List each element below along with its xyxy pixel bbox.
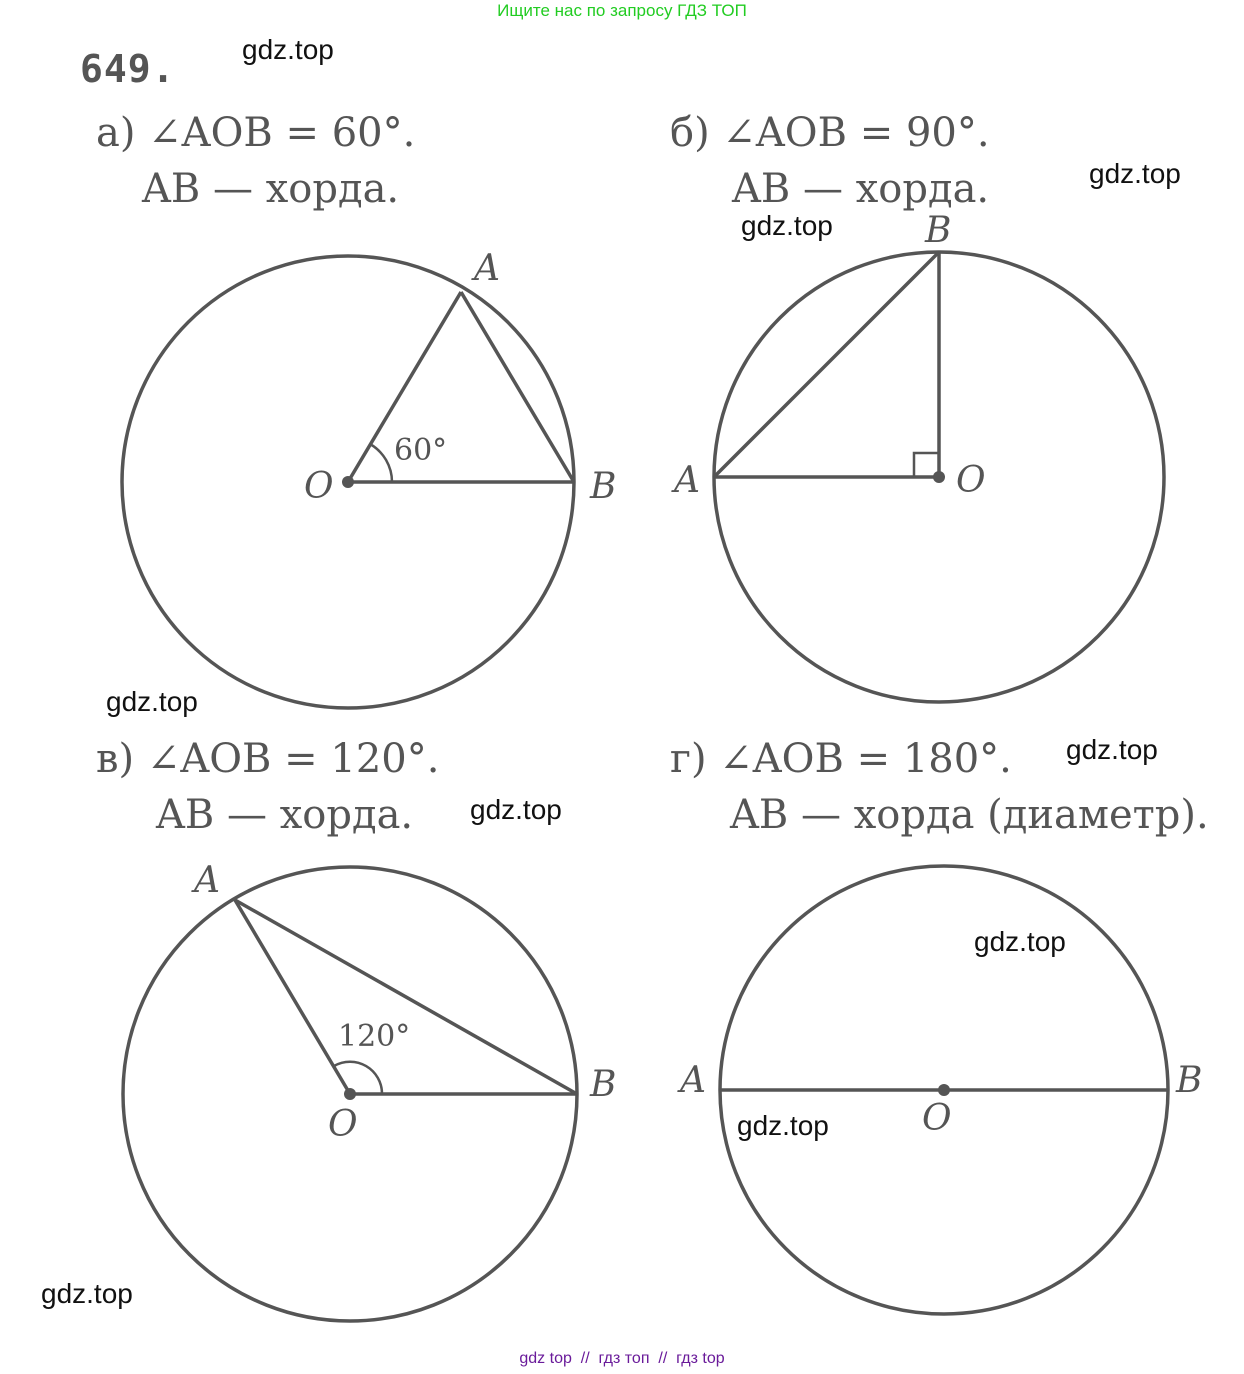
site-banner: Ищите нас по запросу ГДЗ ТОП xyxy=(497,1,747,20)
radius-oa-c xyxy=(235,900,350,1094)
label-a-part-a: A xyxy=(474,248,500,289)
part-c-chord-text: AB — хорда. xyxy=(156,792,414,838)
watermark: gdz.top xyxy=(41,1278,133,1309)
watermark: gdz.top xyxy=(242,34,334,65)
label-b-part-d: B xyxy=(1176,1060,1203,1101)
label-a-part-b: A xyxy=(674,460,700,501)
watermark: gdz.top xyxy=(737,1110,829,1141)
part-b-angle-text: б) ∠AOB = 90°. xyxy=(670,110,990,156)
part-d-angle-text: г) ∠AOB = 180°. xyxy=(670,736,1012,782)
label-o-part-c: O xyxy=(328,1104,358,1145)
angle-arc-a xyxy=(370,444,392,482)
center-point-b xyxy=(933,471,945,483)
angle-label-part-c: 120° xyxy=(338,1019,411,1054)
part-c-angle-text: в) ∠AOB = 120°. xyxy=(96,736,440,782)
label-o-part-b: O xyxy=(956,460,986,501)
watermark: gdz.top xyxy=(106,686,198,717)
center-point-d xyxy=(938,1084,950,1096)
label-o-part-d: O xyxy=(922,1098,952,1139)
angle-label-part-a: 60° xyxy=(394,433,448,468)
label-a-part-d: A xyxy=(680,1060,706,1101)
label-o-part-a: O xyxy=(304,466,334,507)
part-d-chord-text: AB — хорда (диаметр). xyxy=(730,792,1209,838)
label-b-part-b: B xyxy=(925,210,952,251)
watermark: gdz.top xyxy=(974,926,1066,957)
label-b-part-c: B xyxy=(590,1064,617,1105)
watermark: gdz.top xyxy=(1089,158,1181,189)
chord-ab-c xyxy=(235,900,577,1094)
part-a-chord-text: AB — хорда. xyxy=(142,166,400,212)
center-point-a xyxy=(342,476,354,488)
watermark: gdz.top xyxy=(1066,734,1158,765)
label-b-part-a: B xyxy=(590,466,617,507)
watermark: gdz.top xyxy=(741,210,833,241)
chord-ab-b xyxy=(714,252,939,477)
watermark: gdz.top xyxy=(470,794,562,825)
part-a-angle-text: а) ∠AOB = 60°. xyxy=(96,110,416,156)
problem-number: 649. xyxy=(80,47,176,91)
chord-ab-a xyxy=(461,292,574,482)
center-point-c xyxy=(344,1088,356,1100)
site-footer: gdz top // гдз топ // гдз top xyxy=(519,1350,725,1367)
part-b-chord-text: AB — хорда. xyxy=(732,166,990,212)
label-a-part-c: A xyxy=(194,860,220,901)
